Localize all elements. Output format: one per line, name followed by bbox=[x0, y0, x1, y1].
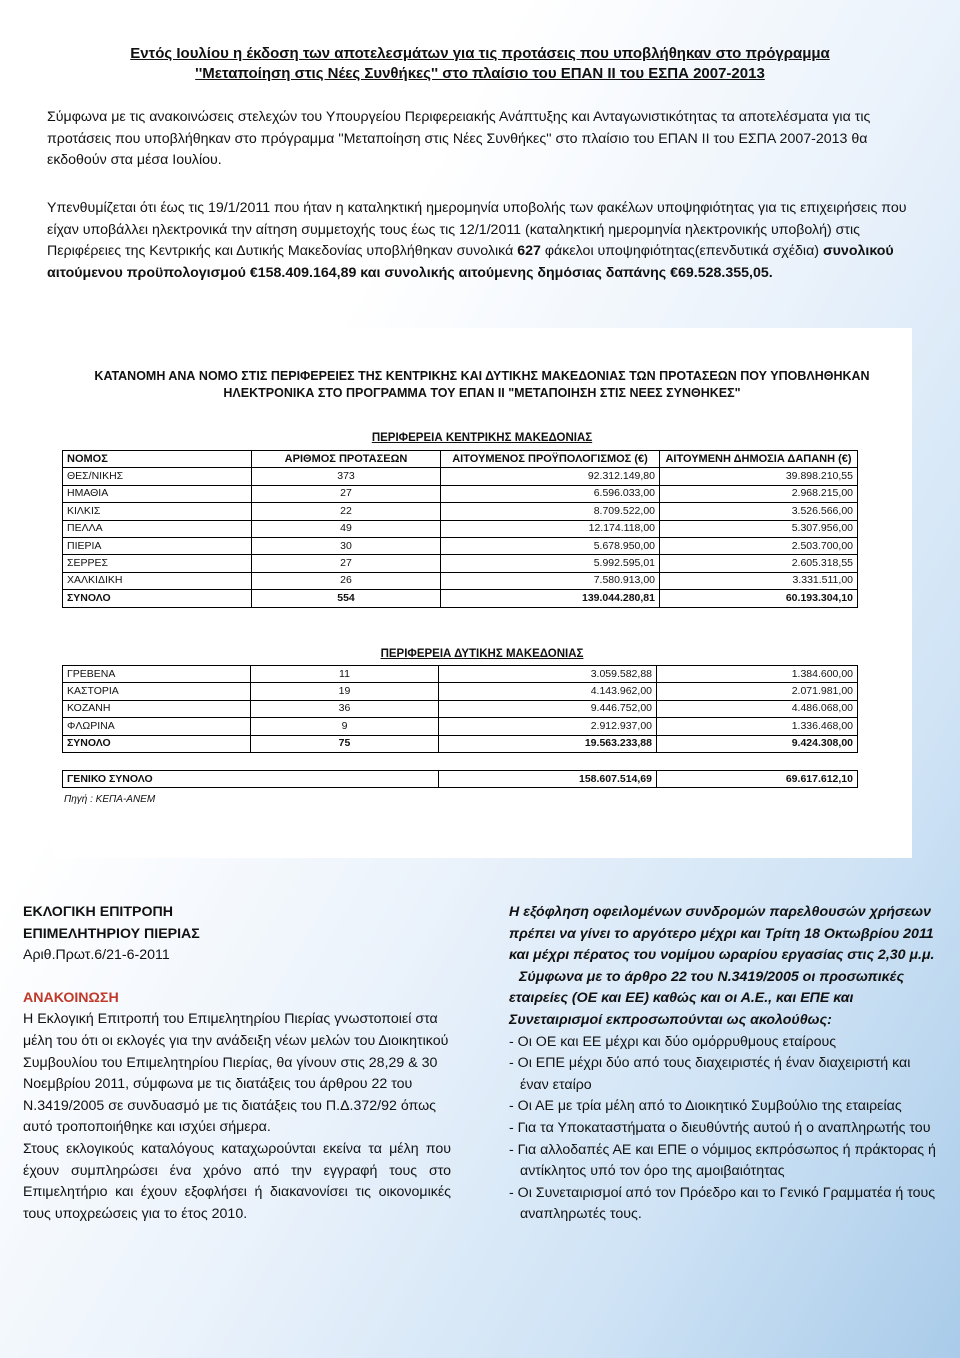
table-cell: ΣΥΝΟΛΟ bbox=[63, 590, 252, 607]
list-item: - Οι ΕΠΕ μέχρι δύο από τους διαχειριστές ή έναν διαχειριστή και έναν εταίρο bbox=[509, 1053, 939, 1096]
table-cell: 2.605.318,55 bbox=[660, 555, 858, 572]
list-item: - Για τα Υποκαταστήματα ο διευθύντής αυτού ή ο αναπληρωτής του bbox=[509, 1118, 939, 1140]
table-row bbox=[63, 683, 858, 700]
table-cell: 11 bbox=[251, 666, 439, 683]
list-item: - Οι Συνεταιρισμοί από τον Πρόεδρο και το Γενικό Γραμματέα ή τους αναπληρωτές τους. bbox=[509, 1183, 939, 1226]
table-row bbox=[63, 555, 858, 572]
table-cell: ΦΛΩΡΙΝΑ bbox=[63, 718, 251, 735]
table-cell: ΠΙΕΡΙΑ bbox=[63, 537, 252, 554]
table-row bbox=[63, 700, 858, 717]
table-cell: 4.486.068,00 bbox=[657, 700, 858, 717]
table-cell: ΣΕΡΡΕΣ bbox=[63, 555, 252, 572]
announcement-text-1b: σύμφωνα με τις διατάξεις του άρθρου 22 του Ν.3419/2005 σε συνδυασμό με τις διατάξεις του Π.Δ.372/92 όπως αυτό τροποποιήθηκε και ισχύει σήμερα. bbox=[23, 1076, 437, 1136]
table-cell: ΘΕΣ/ΝΙΚΗΣ bbox=[63, 468, 252, 485]
table-header-row bbox=[63, 451, 858, 468]
table-cell: 3.331.511,00 bbox=[660, 572, 858, 589]
table-cell: 554 bbox=[252, 590, 441, 607]
table-title-line-1: ΚΑΤΑΝΟΜΗ ΑΝΑ ΝΟΜΟ ΣΤΙΣ ΠΕΡΙΦΕΡΕΙΕΣ ΤΗΣ ΚΕΝΤΡΙΚΗΣ ΚΑΙ ΔΥΤΙΚΗΣ ΜΑΚΕΔΟΝΙΑΣ ΤΩΝ ΠΡΟΤΑΣΕΩΝ ΠΟΥ ΥΠΟΒΛΗΘΗΚΑΝ bbox=[94, 369, 870, 383]
table-cell: ΣΥΝΟΛΟ bbox=[63, 735, 251, 752]
table-cell: 22 bbox=[252, 503, 441, 520]
headline-line-1: Εντός Ιουλίου η έκδοση των αποτελεσμάτων για τις προτάσεις που υποβλήθηκαν στο πρόγραμμα bbox=[130, 45, 830, 62]
grand-total-public: 69.617.612,10 bbox=[657, 771, 858, 788]
representation-intro: Σύμφωνα με το άρθρο 22 του Ν.3419/2005 οι προσωπικές εταιρείες (ΟΕ και ΕΕ) καθώς και οι Α.Ε., και ΕΠΕ και Συνεταιρισμοί εκπροσωπούνται ως ακολούθως: bbox=[509, 968, 905, 1028]
table-cell: 9.424.308,00 bbox=[657, 735, 858, 752]
table-cell: ΓΡΕΒΕΝΑ bbox=[63, 666, 251, 683]
table-cell: ΚΑΣΤΟΡΙΑ bbox=[63, 683, 251, 700]
table-cell: 139.044.280,81 bbox=[441, 590, 660, 607]
allocation-table-image bbox=[52, 328, 912, 858]
list-item: - Οι ΑΕ με τρία μέλη από το Διοικητικό Συμβούλιο της εταιρείας bbox=[509, 1096, 939, 1118]
table-cell: 5.992.595,01 bbox=[441, 555, 660, 572]
announcement-text-1a: Η Εκλογική Επιτροπή του Επιμελητηρίου Πιερίας γνωστοποιεί στα μέλη του ότι οι εκλογές για την ανάδειξη νέων μελών του Διοικητικού Συμβουλίου του Επιμελητηρίου Πιερίας, θα γίνουν στις 28,29 & 30 Νοεμβρίου 2011, bbox=[23, 1011, 449, 1093]
table-cell: 4.143.962,00 bbox=[439, 683, 657, 700]
announcement-paragraph-2: Στους εκλογικούς καταλόγους καταχωρούνται εκείνα τα μέλη που έχουν συμπληρώσει ένα χρόνο από την εγγραφή τους στο Επιμελητήριο και έχουν εξοφλήσει ή διακανονίσει τις οικονομικές τους υποχρεώσεις για το έτος 2010. bbox=[23, 1140, 451, 1222]
representation-list bbox=[509, 1032, 939, 1226]
central-macedonia-table bbox=[62, 450, 858, 608]
table-row bbox=[63, 520, 858, 537]
table-row bbox=[63, 572, 858, 589]
table-cell: 5.307.956,00 bbox=[660, 520, 858, 537]
reminder-totals: συνολικού αιτούμενου προϋπολογισμού €158.409.164,89 και συνολικής αιτούμενης δημόσιας δαπάνης €69.528.355,05. bbox=[47, 243, 894, 281]
table-cell: 2.503.700,00 bbox=[660, 537, 858, 554]
west-total-row bbox=[63, 735, 858, 752]
table-cell: 7.580.913,00 bbox=[441, 572, 660, 589]
table-title-line-2: ΗΛΕΚΤΡΟΝΙΚΑ ΣΤΟ ΠΡΟΓΡΑΜΜΑ ΤΟΥ ΕΠΑΝ ΙΙ "ΜΕΤΑΠΟΙΗΣΗ ΣΤΙΣ ΝΕΕΣ ΣΥΝΘΗΚΕΣ" bbox=[223, 386, 741, 400]
table-cell: 30 bbox=[252, 537, 441, 554]
table-cell: 9 bbox=[251, 718, 439, 735]
table-source: Πηγή : ΚΕΠΑ-ΑΝΕΜ bbox=[64, 794, 156, 805]
table-cell: 36 bbox=[251, 700, 439, 717]
announcement-paragraph-1 bbox=[23, 1009, 451, 1139]
table-cell: 3.526.566,00 bbox=[660, 503, 858, 520]
grand-total-row bbox=[63, 771, 858, 788]
table-row bbox=[63, 468, 858, 485]
table-cell: ΧΑΛΚΙΔΙΚΗ bbox=[63, 572, 252, 589]
grand-total-label: ΓΕΝΙΚΟ ΣΥΝΟΛΟ bbox=[63, 771, 439, 788]
table-cell: 2.912.937,00 bbox=[439, 718, 657, 735]
table-cell: 19.563.233,88 bbox=[439, 735, 657, 752]
west-macedonia-table bbox=[62, 665, 858, 753]
grand-total-table bbox=[62, 770, 858, 788]
header-public-spend: ΑΙΤΟΥΜΕΝΗ ΔΗΜΟΣΙΑ ΔΑΠΑΝΗ (€) bbox=[660, 451, 858, 468]
intro-paragraph: Σύμφωνα με τις ανακοινώσεις στελεχών του Υπουργείου Περιφερειακής Ανάπτυξης και Ανταγωνιστικότητας τα αποτελέσματα για τις προτάσεις που υποβλήθηκαν στο πρόγραμμα ''Μεταποίηση στις Νέες Συνθήκες'' στο πλαίσιο του ΕΠΑΝ ΙΙ του ΕΣΠΑ 2007-2013 θα εκδοθούν στα μέσα Ιουλίου. bbox=[47, 109, 871, 169]
table-cell: 27 bbox=[252, 555, 441, 572]
org-line-1: ΕΚΛΟΓΙΚΗ ΕΠΙΤΡΟΠΗ bbox=[23, 904, 174, 920]
table-cell: 2.968.215,00 bbox=[660, 485, 858, 502]
table-cell: 9.446.752,00 bbox=[439, 700, 657, 717]
table-cell: 1.336.468,00 bbox=[657, 718, 858, 735]
table-cell: 3.059.582,88 bbox=[439, 666, 657, 683]
table-cell: 39.898.210,55 bbox=[660, 468, 858, 485]
payment-deadline: Η εξόφληση οφειλομένων συνδρομών παρελθουσών χρήσεων πρέπει να γίνει το αργότερο μέχρι και Τρίτη 18 Οκτωβρίου 2011 και μέχρι πέρατος του νομίμου ωραρίου εργασίας στις 2,30 μ.μ. bbox=[509, 904, 935, 964]
table-cell: 6.596.033,00 bbox=[441, 485, 660, 502]
table-cell: ΠΕΛΛΑ bbox=[63, 520, 252, 537]
table-row bbox=[63, 718, 858, 735]
table-cell: ΚΙΛΚΙΣ bbox=[63, 503, 252, 520]
reminder-text: Υπενθυμίζεται ότι έως τις 19/1/2011 που ήταν η καταληκτική ημερομηνία υποβολής των φακέλων υποψηφιότητας για τις επιχειρήσεις που είχαν υποβάλλει ηλεκτρονικά την αίτηση συμμετοχής τους έως τις 12/1/2011 (καταληκτική ημερομηνία ηλεκτρονικής υποβολή) στις Περιφέρειες της Κεντρικής και Δυτικής Μακεδονίας υποβλήθηκαν συνολικά bbox=[47, 200, 907, 260]
table-cell: 12.174.118,00 bbox=[441, 520, 660, 537]
header-nomos: ΝΟΜΟΣ bbox=[63, 451, 252, 468]
table-cell: 2.071.981,00 bbox=[657, 683, 858, 700]
representation-rules bbox=[509, 902, 939, 1226]
table-row bbox=[63, 537, 858, 554]
region-west-title: ΠΕΡΙΦΕΡΕΙΑ ΔΥΤΙΚΗΣ ΜΑΚΕΔΟΝΙΑΣ bbox=[380, 648, 584, 660]
reminder-text-2: φάκελοι υποψηφιότητας(επενδυτικά σχέδια) bbox=[544, 243, 820, 260]
table-cell: 5.678.950,00 bbox=[441, 537, 660, 554]
protocol-number: Αριθ.Πρωτ.6/21-6-2011 bbox=[23, 947, 170, 964]
table-cell: 60.193.304,10 bbox=[660, 590, 858, 607]
table-cell: 75 bbox=[251, 735, 439, 752]
submission-count: 627 bbox=[517, 243, 541, 260]
table-row bbox=[63, 666, 858, 683]
table-cell: ΗΜΑΘΙΑ bbox=[63, 485, 252, 502]
election-announcement bbox=[23, 902, 451, 1225]
table-title bbox=[52, 368, 912, 402]
table-cell: 19 bbox=[251, 683, 439, 700]
announcement-title: ΑΝΑΚΟΙΝΩΣΗ bbox=[23, 989, 119, 1006]
table-cell: 92.312.149,80 bbox=[441, 468, 660, 485]
table-cell: 49 bbox=[252, 520, 441, 537]
table-cell: 1.384.600,00 bbox=[657, 666, 858, 683]
region-central-title: ΠΕΡΙΦΕΡΕΙΑ ΚΕΝΤΡΙΚΗΣ ΜΑΚΕΔΟΝΙΑΣ bbox=[371, 432, 593, 444]
grand-total-budget: 158.607.514,69 bbox=[439, 771, 657, 788]
headline bbox=[100, 44, 860, 84]
header-count: ΑΡΙΘΜΟΣ ΠΡΟΤΑΣΕΩΝ bbox=[252, 451, 441, 468]
central-total-row bbox=[63, 590, 858, 607]
table-cell: 8.709.522,00 bbox=[441, 503, 660, 520]
table-cell: 373 bbox=[252, 468, 441, 485]
org-line-2: ΕΠΙΜΕΛΗΤΗΡΙΟΥ ΠΙΕΡΙΑΣ bbox=[23, 925, 200, 942]
headline-line-2: ''Μεταποίηση στις Νέες Συνθήκες'' στο πλαίσιο του ΕΠΑΝ ΙΙ του ΕΣΠΑ 2007-2013 bbox=[195, 65, 765, 82]
list-item: - Οι ΟΕ και ΕΕ μέχρι και δύο ομόρρυθμους εταίρους bbox=[509, 1032, 939, 1054]
table-cell: ΚΟΖΑΝΗ bbox=[63, 700, 251, 717]
table-row bbox=[63, 485, 858, 502]
list-item: - Για αλλοδαπές ΑΕ και ΕΠΕ ο νόμιμος εκπρόσωπος ή πράκτορας ή αντίκλητος υπό τον όρο της αμοιβαιότητας bbox=[509, 1140, 939, 1183]
reminder-paragraph bbox=[47, 198, 927, 284]
table-cell: 27 bbox=[252, 485, 441, 502]
table-row bbox=[63, 503, 858, 520]
header-budget: ΑΙΤΟΥΜΕΝΟΣ ΠΡΟΫΠΟΛΟΓΙΣΜΟΣ (€) bbox=[441, 451, 660, 468]
table-cell: 26 bbox=[252, 572, 441, 589]
